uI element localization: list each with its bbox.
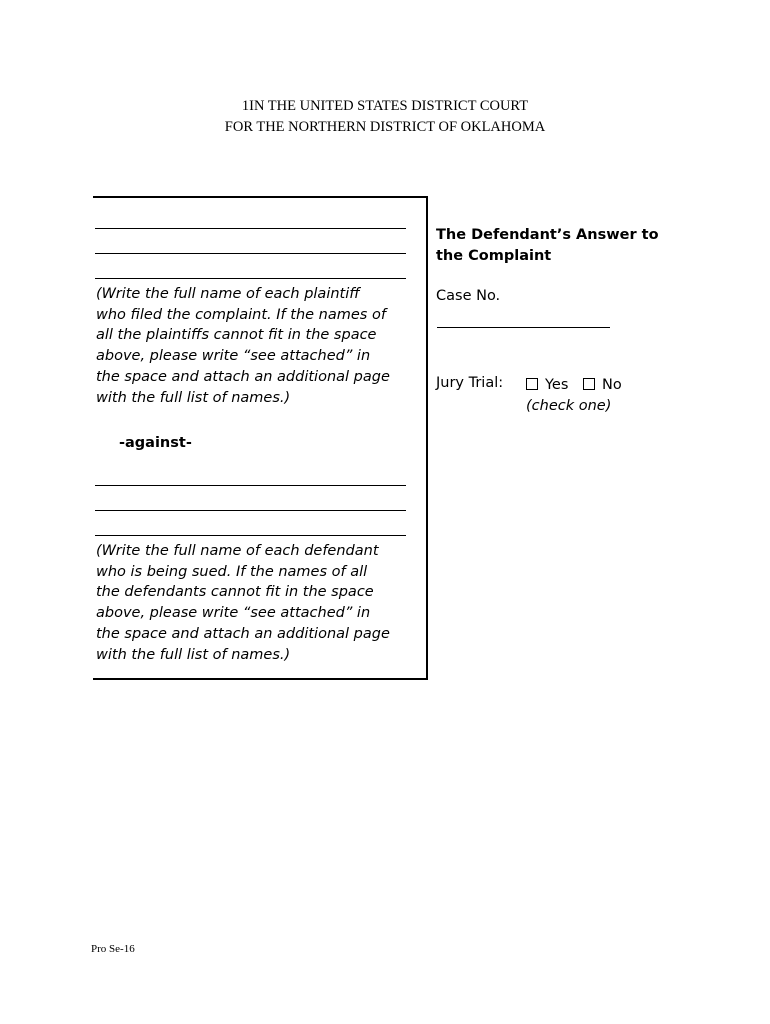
plaintiff-instructions-line: above, please write “see attached” in — [96, 348, 371, 365]
defendant-instructions-line: the space and attach an additional page — [96, 625, 390, 642]
defendant-instructions — [96, 541, 416, 665]
plaintiff-name-line-3[interactable] — [95, 278, 406, 279]
defendant-name-line-3[interactable] — [95, 535, 406, 536]
court-header — [0, 96, 770, 138]
plaintiff-instructions-line: the space and attach an additional page — [96, 368, 390, 385]
case-number-field[interactable] — [437, 327, 610, 328]
plaintiff-name-line-1[interactable] — [95, 228, 406, 229]
plaintiff-name-line-2[interactable] — [95, 253, 406, 254]
form-id-footer: Pro Se-16 — [91, 943, 135, 955]
defendant-instructions-line: who is being sued. If the names of all — [96, 563, 368, 580]
court-header-line-1: 1IN THE UNITED STATES DISTRICT COURT — [241, 98, 529, 114]
jury-trial-options — [526, 375, 632, 417]
plaintiff-instructions-line: (Write the full name of each plaintiff — [96, 286, 360, 302]
jury-yes-option[interactable] — [526, 375, 568, 396]
defendant-instructions-line: (Write the full name of each defendant — [96, 543, 379, 559]
jury-yes-checkbox[interactable] — [526, 378, 538, 390]
defendant-name-line-2[interactable] — [95, 510, 406, 511]
against-label: -against- — [119, 435, 192, 451]
defendant-name-line-1[interactable] — [95, 485, 406, 486]
jury-yes-label: Yes — [545, 377, 569, 393]
case-caption-box — [93, 196, 428, 680]
jury-trial-label: Jury Trial: — [436, 375, 504, 391]
jury-no-checkbox[interactable] — [583, 378, 595, 390]
defendant-instructions-line: above, please write “see attached” in — [96, 605, 371, 622]
court-header-line-2: FOR THE NORTHERN DISTRICT OF OKLAHOMA — [224, 119, 546, 135]
jury-check-hint: (check one) — [526, 398, 612, 414]
document-title — [436, 225, 726, 267]
jury-no-label: No — [602, 377, 622, 393]
case-number-label: Case No. — [436, 288, 501, 304]
plaintiff-instructions-line: who filed the complaint. If the names of — [96, 306, 386, 323]
plaintiff-instructions-line: all the plaintiffs cannot fit in the space — [96, 327, 377, 344]
document-title-line: The Defendant’s Answer to — [436, 227, 659, 243]
defendant-instructions-line: with the full list of names.) — [96, 646, 291, 663]
plaintiff-instructions-line: with the full list of names.) — [96, 389, 291, 406]
plaintiff-instructions — [96, 284, 416, 408]
document-info-column — [436, 225, 726, 414]
jury-no-option[interactable] — [583, 375, 622, 396]
document-title-line: the Complaint — [436, 248, 552, 264]
defendant-instructions-line: the defendants cannot fit in the space — [96, 584, 374, 601]
